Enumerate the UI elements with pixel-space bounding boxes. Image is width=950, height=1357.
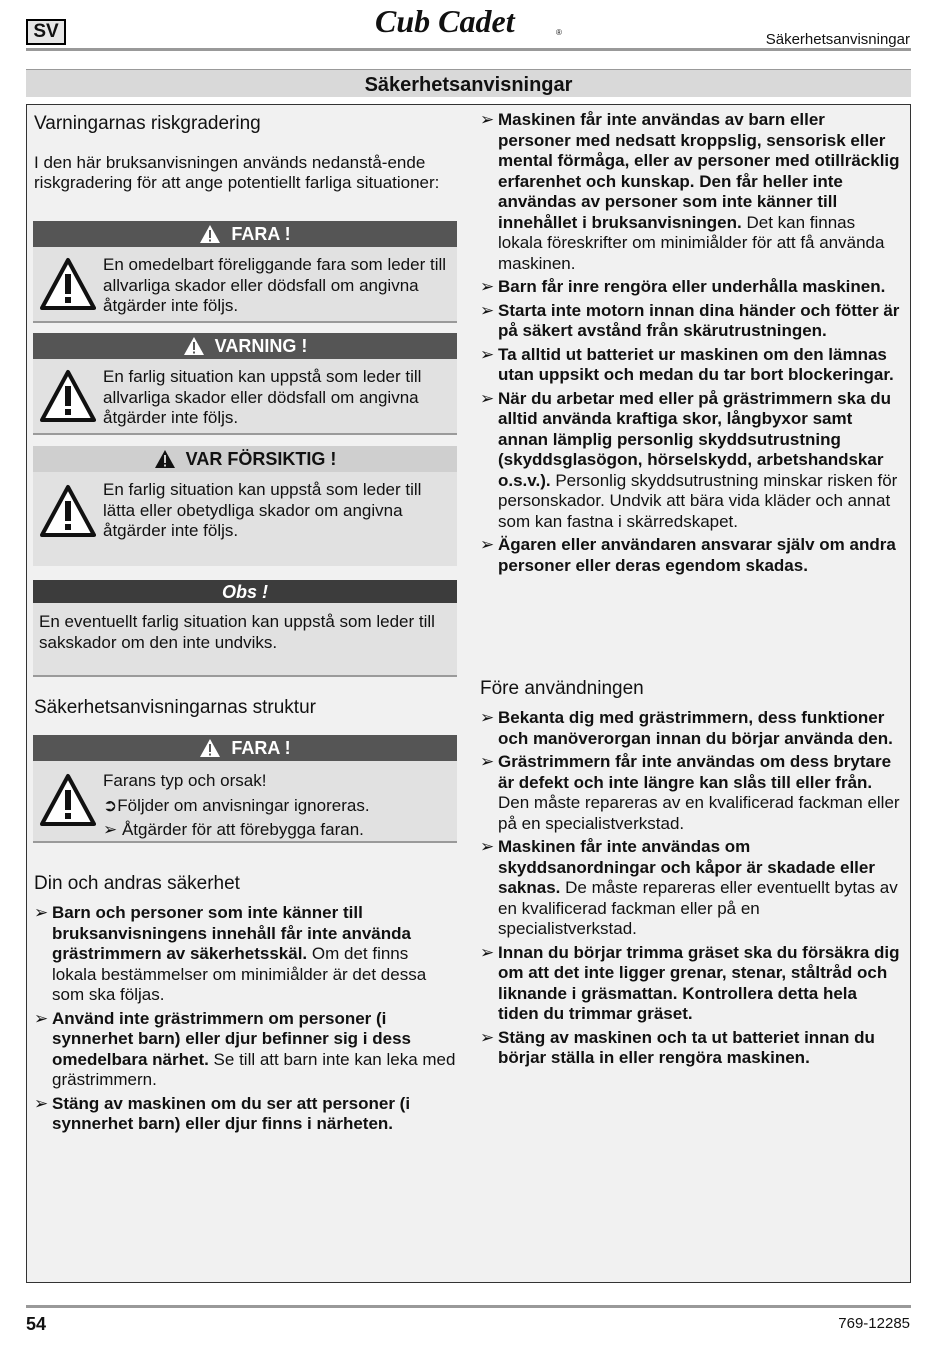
list-item xyxy=(480,389,900,533)
arrowhead-icon: ➢ xyxy=(480,942,495,962)
list-item-bold: Stäng av maskinen om du ser att personer (i synnerhet barn) eller djur finns i närheten. xyxy=(52,1093,411,1133)
brand-logo xyxy=(370,2,570,42)
list-item-text: Det kan finnas lokala föreskrifter om minimiålder för att få använda maskinen. xyxy=(498,212,885,273)
list-item-bold: Grästrimmern får inte användas om dess brytare är defekt och inte längre kan slås till eller från. xyxy=(498,752,892,792)
list-item xyxy=(34,1094,456,1135)
list-item xyxy=(480,535,900,576)
arrowhead-icon: ➢ xyxy=(480,300,495,320)
arrowhead-icon: ➢ xyxy=(480,752,495,771)
list-item-text: Personlig skyddsutrustning minskar risken för personskador. Undvik att bära vida kläder och annat som kan fastna i skärredskapet. xyxy=(498,470,898,531)
structure-line-type: Farans typ och orsak! xyxy=(103,771,267,790)
circled-arrow-icon: ➲ xyxy=(103,795,118,815)
list-item xyxy=(34,1009,456,1091)
footer-rule xyxy=(26,1305,911,1308)
arrowhead-icon: ➢ xyxy=(480,344,495,364)
warning-triangle-icon xyxy=(40,369,96,423)
arrowhead-icon: ➢ xyxy=(34,1093,49,1113)
warning-label: VAR FÖRSIKTIG ! xyxy=(185,448,337,469)
svg-text:®: ® xyxy=(556,28,562,37)
document-number: 769-12285 xyxy=(838,1315,910,1332)
list-item-bold: Ägaren eller användaren ansvarar själv om andra personer eller deras egendom skadas. xyxy=(498,535,896,575)
list-item xyxy=(480,301,900,342)
arrowhead-icon: ➢ xyxy=(480,388,495,408)
warning-triangle-icon xyxy=(199,224,221,244)
header-section-title: Säkerhetsanvisningar xyxy=(765,31,910,48)
list-item-bold: Barn och personer som inte känner till bruksanvisningens innehåll får inte använda grästrimmern av säkerhetsskäl. xyxy=(52,903,411,963)
list-item-bold: När du arbetar med eller på grästrimmern ska du alltid använda kraftiga skor, långbyxor samt annan lämplig personlig skyddsutrustning (skyddsglasögon, hörselskydd, arbetshandskar o.s.v.). xyxy=(498,388,892,490)
warning-body xyxy=(33,472,457,566)
heading-structure: Säkerhetsanvisningarnas struktur xyxy=(34,697,316,718)
arrowhead-icon: ➢ xyxy=(480,277,495,296)
warning-triangle-icon xyxy=(183,336,205,356)
warning-text: En omedelbart föreliggande fara som leder till allvarliga skador eller dödsfall om angivna åtgärder inte följs. xyxy=(103,255,447,315)
structure-line-measure-row xyxy=(103,818,455,843)
arrowhead-icon: ➢ xyxy=(480,110,495,129)
warning-bar xyxy=(33,333,457,359)
list-item xyxy=(34,903,456,1006)
warning-body xyxy=(33,359,457,433)
arrowhead-icon: ➢ xyxy=(34,903,49,922)
page-number: 54 xyxy=(26,1314,47,1334)
list-item-text: Om det finns lokala bestämmelser om minimiålder är det dessa som ska följas. xyxy=(52,944,427,1004)
warning-body xyxy=(33,761,457,841)
list-item-bold: Innan du börjar trimma gräset ska du försäkra dig om att det inte ligger grenar, stenar, ståltråd och liknande i gräsmattan. Kontrollera detta hela tiden du trimmar gräset. xyxy=(498,942,900,1023)
structure-example-block xyxy=(33,735,457,843)
warning-block-danger xyxy=(33,221,457,323)
page-title: Säkerhetsanvisningar xyxy=(26,69,911,97)
list-item xyxy=(480,110,900,274)
warning-text: En farlig situation kan uppstå som leder till allvarliga skador eller dödsfall om angivna åtgärder inte följs. xyxy=(103,367,422,427)
before-use-list xyxy=(480,708,900,1072)
warning-bar xyxy=(33,221,457,247)
list-item-text: Den måste repareras av en kvalificerad fackman eller på en specialistverkstad. xyxy=(498,793,900,833)
notice-label: Obs ! xyxy=(33,580,457,603)
list-item-bold: Använd inte grästrimmern om personer (i synnerhet barn) eller djur befinner sig i dess omedelbara närhet. xyxy=(52,1008,411,1069)
list-item xyxy=(480,752,900,834)
list-item xyxy=(480,708,900,749)
intro-text: I den här bruksanvisningen används nedanstå-ende riskgradering för att ange potentiellt farliga situationer: xyxy=(34,153,440,192)
warning-triangle-icon xyxy=(40,773,96,827)
arrowhead-icon: ➢ xyxy=(480,708,495,727)
structure-line-measure: Åtgärder för att förebygga faran. xyxy=(121,820,364,839)
list-item-bold: Stäng av maskinen och ta ut batteriet innan du börjar ställa in eller rengöra maskinen. xyxy=(498,1027,875,1067)
list-item-bold: Maskinen får inte användas av barn eller personer med nedsatt kroppslig, sensorisk eller mental förmåga, eller av personer med otillräcklig erfarenhet och kunskap. Den får heller inte användas av personer som inte känner till innehållet i bruksanvisningen. xyxy=(498,110,900,232)
structure-line-consequence-row xyxy=(103,794,455,819)
arrowhead-icon: ➢ xyxy=(103,820,122,839)
list-item xyxy=(480,837,900,940)
safety-list xyxy=(34,903,456,1138)
warning-divider xyxy=(33,321,457,323)
structure-lines xyxy=(103,769,455,843)
notice-text: En eventuellt farlig situation kan uppstå som leder till sakskador om den inte undviks. xyxy=(33,603,457,675)
content-box xyxy=(26,104,911,1283)
list-item-bold: Barn får inre rengöra eller underhålla maskinen. xyxy=(498,277,886,296)
warning-block-warning xyxy=(33,333,457,435)
language-badge: SV xyxy=(26,19,66,45)
header-rule xyxy=(26,48,911,51)
list-item xyxy=(480,277,900,298)
warning-label: VARNING ! xyxy=(214,335,308,356)
list-item-text: De måste repareras eller eventuellt bytas av en kvalificerad fackman eller på en specialistverkstad. xyxy=(498,878,898,938)
heading-before-use: Före användningen xyxy=(480,678,644,699)
notice-block xyxy=(33,580,457,677)
list-item-bold: Bekanta dig med grästrimmern, dess funktioner och manöverorgan innan du börjar använda den. xyxy=(498,708,893,748)
warning-label: FARA ! xyxy=(231,737,291,758)
notice-divider xyxy=(33,675,457,677)
warning-body xyxy=(33,247,457,321)
warning-bar xyxy=(33,446,457,472)
list-item xyxy=(480,345,900,386)
list-item-bold: Maskinen får inte användas om skyddsanordningar och kåpor är skadade eller saknas. xyxy=(498,837,875,897)
heading-risk-grading: Varningarnas riskgradering xyxy=(34,113,261,134)
list-item-bold: Ta alltid ut batteriet ur maskinen om den lämnas utan uppsikt och medan du tar bort blockeringar. xyxy=(498,344,894,384)
warning-triangle-icon xyxy=(40,257,96,311)
list-item xyxy=(480,943,900,1025)
structure-line-consequence: Följder om anvisningar ignoreras. xyxy=(117,795,370,815)
arrowhead-icon: ➢ xyxy=(480,837,495,856)
heading-safety: Din och andras säkerhet xyxy=(34,873,240,894)
arrowhead-icon: ➢ xyxy=(480,1027,495,1047)
warning-label: FARA ! xyxy=(231,223,291,244)
list-item-text: Se till att barn inte kan leka med grästrimmern. xyxy=(52,1049,456,1089)
warning-text: En farlig situation kan uppstå som leder till lätta eller obetydliga skador om angivna åtgärder inte följs. xyxy=(103,480,422,540)
arrowhead-icon: ➢ xyxy=(34,1008,49,1028)
warning-triangle-icon xyxy=(40,484,96,538)
warning-bar xyxy=(33,735,457,761)
list-item-bold: Starta inte motorn innan dina händer och fötter är på säkert avstånd från skärutrustningen. xyxy=(498,300,900,340)
list-item xyxy=(480,1028,900,1069)
warning-triangle-icon xyxy=(199,738,221,758)
arrowhead-icon: ➢ xyxy=(480,535,495,554)
svg-text:Cub Cadet: Cub Cadet xyxy=(375,3,515,39)
warning-triangle-icon xyxy=(154,449,176,469)
warning-divider xyxy=(33,433,457,435)
warning-block-caution xyxy=(33,446,457,566)
children-safety-list xyxy=(480,110,900,579)
